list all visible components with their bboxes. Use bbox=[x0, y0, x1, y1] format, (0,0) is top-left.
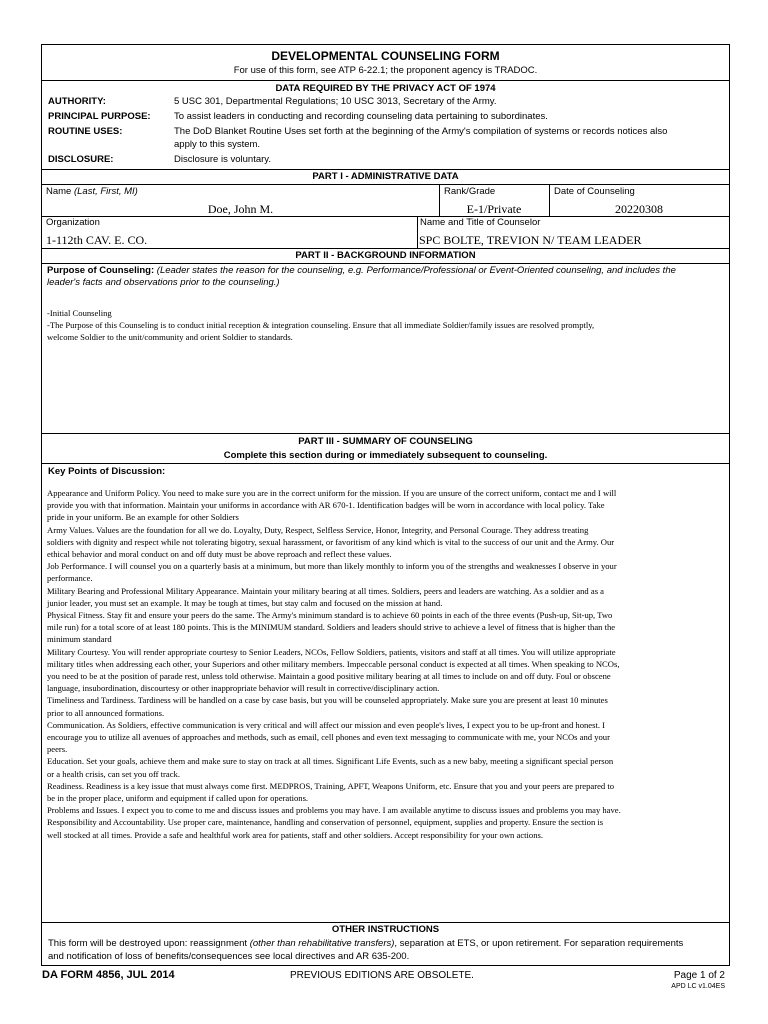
principal-purpose-value: To assist leaders in conducting and recording counseling data pertaining to subordinates. bbox=[174, 111, 548, 122]
purpose-text-area[interactable] bbox=[47, 307, 727, 344]
routine-uses-value-1: The DoD Blanket Routine Uses set forth at the beginning of the Army's compilation of systems or records notices also bbox=[174, 126, 668, 137]
rank-label: Rank/Grade bbox=[444, 186, 496, 197]
key-point-line: prior to all announced formations. bbox=[47, 707, 165, 718]
key-point-line: well stocked at all times. Provide a safe and healthful work area for patients, staff and other soldiers. Accept responsibility for your own actions. bbox=[47, 829, 543, 840]
privacy-act-title: DATA REQUIRED BY THE PRIVACY ACT OF 1974 bbox=[275, 83, 496, 94]
key-point-line: mile run) for a total score of at least 180 points. This is the MINIMUM standard. Soldiers and leaders should strive to achieve a level of fitness that is higher than the bbox=[47, 622, 616, 633]
rank-field[interactable]: E-1/Private bbox=[466, 202, 522, 216]
date-field[interactable]: 20220308 bbox=[615, 202, 663, 216]
key-point-line: ethical behavior and moral conduct on and off duty must be above reproach and reflect these values. bbox=[47, 549, 392, 560]
organization-field[interactable]: 1-112th CAV. E. CO. bbox=[46, 233, 148, 247]
key-point-line: Problems and Issues. I expect you to come to me and discuss issues and problems you may have. I am available anytime to discuss issues and problems you may have. bbox=[47, 805, 621, 816]
key-point-line: Education. Set your goals, achieve them and make sure to stay on track at all times. Significant Life Events, such as a new baby, meeting a significant special person bbox=[47, 756, 614, 767]
other-instructions-title: OTHER INSTRUCTIONS bbox=[331, 924, 440, 935]
disclosure-value: Disclosure is voluntary. bbox=[174, 154, 271, 165]
key-point-line: Appearance and Uniform Policy. You need to make sure you are in the correct uniform for the mission. If you are unsure of the correct uniform, contact me and I will bbox=[47, 488, 617, 498]
key-point-line: provide you with that information. Maintain your uniforms in accordance with AR 670-1. Identification badges will be worn in accordance with local policy. Take bbox=[47, 500, 605, 511]
key-point-line: Communication. As Soldiers, effective communication is very critical and will affect our mission and even people's lives, I expect you to be up-front and honest. I bbox=[47, 719, 606, 730]
key-point-line: soldiers with dignity and respect while not tolerating bigotry, sexual harassment, or favoritism of any kind which is vital to the success of our unit and the Army. Our bbox=[47, 536, 615, 547]
page-number: Page 1 of 2 bbox=[673, 970, 725, 981]
part3-subtitle: Complete this section during or immediately subsequent to counseling. bbox=[223, 450, 548, 461]
purpose-of-counseling-hint: leader's facts and observations prior to the counseling.) bbox=[47, 277, 280, 288]
key-point-line: you need to be at the position of parade rest, unless told otherwise. Maintain a good positive military bearing at all times to include on and off duty. Foul or obscene bbox=[47, 671, 611, 682]
key-point-line: Readiness. Readiness is a key issue that must always come first. MEDPROS, Training, APFT, Weapons Uniform, etc. Ensure that you and your peers are prepared to bbox=[47, 780, 615, 791]
key-point-line: Military Courtesy. You will render appropriate courtesy to Senior Leaders, NCOs, Fellow Soldiers, patients, visitors and staff at all times. You will utilize appropriate bbox=[47, 646, 616, 657]
key-points-text-area[interactable] bbox=[47, 487, 729, 841]
form-title: DEVELOPMENTAL COUNSELING FORM bbox=[271, 49, 500, 63]
principal-purpose-label: PRINCIPAL PURPOSE: bbox=[48, 111, 151, 122]
key-point-line: Job Performance. I will counsel you on a quarterly basis at a minimum, but more than likely monthly to inform you of the strengths and weaknesses I observe in your bbox=[47, 561, 617, 572]
name-field[interactable]: Doe, John M. bbox=[207, 202, 274, 216]
part3-title: PART III - SUMMARY OF COUNSELING bbox=[298, 436, 473, 447]
key-point-line: encourage you to utilize all avenues of approaches and methods, such as email, cell phones and even text messaging to communicate with me, your NCOs and your bbox=[47, 732, 610, 743]
purpose-line: -Initial Counseling bbox=[47, 308, 112, 318]
key-point-line: junior leader, you must set an example. It may be tough at times, but stay calm and focused on the mission at hand. bbox=[47, 597, 443, 608]
name-label: Name (Last, First, MI) bbox=[46, 186, 138, 197]
key-point-line: be in the proper place, uniform and equipment if called upon for operations. bbox=[47, 793, 309, 804]
key-point-line: Physical Fitness. Stay fit and ensure your peers do the same. The Army's minimum standard is to achieve 60 points in each of the three events (Push-up, Sit-up, Two bbox=[47, 610, 613, 621]
key-point-line: minimum standard bbox=[47, 634, 112, 645]
purpose-line: welcome Soldier to the unit/community and orient Soldier to standards. bbox=[47, 332, 293, 343]
key-points-label: Key Points of Discussion: bbox=[48, 466, 166, 477]
organization-label: Organization bbox=[46, 217, 100, 228]
purpose-of-counseling-label: Purpose of Counseling: (Leader states the reason for the counseling, e.g. Performance/Professional or Event-Oriented counseling, and includes the bbox=[47, 265, 676, 276]
form-subtitle: For use of this form, see ATP 6-22.1; the proponent agency is TRADOC. bbox=[233, 65, 538, 76]
routine-uses-value-2: apply to this system. bbox=[174, 139, 261, 150]
other-instructions-line2: and notification of loss of benefits/consequences see local directives and AR 635-200. bbox=[48, 951, 410, 962]
part2-title: PART II - BACKGROUND INFORMATION bbox=[295, 250, 476, 261]
key-point-line: pride in your uniform. Be an example for other Soldiers bbox=[47, 512, 239, 523]
date-label: Date of Counseling bbox=[554, 186, 635, 197]
key-point-line: Timeliness and Tardiness. Tardiness will be handled on a case by case basis, but you will be counseled appropriately. Make sure you are present at least 10 minutes bbox=[47, 695, 608, 706]
other-instructions-line1: This form will be destroyed upon: reassignment (other than rehabilitative transfers), separation at ETS, or upon retirement. For separation requirements bbox=[48, 938, 684, 949]
key-point-line: Military Bearing and Professional Military Appearance. Maintain your military bearing at all times. Soldiers, peers and leaders are watching. As a soldier and as a bbox=[47, 585, 604, 596]
key-point-line: performance. bbox=[47, 573, 93, 584]
disclosure-label: DISCLOSURE: bbox=[48, 154, 114, 165]
version-label: APD LC v1.04ES bbox=[671, 983, 725, 990]
editions-notice: PREVIOUS EDITIONS ARE OBSOLETE. bbox=[290, 970, 474, 981]
counselor-label: Name and Title of Counselor bbox=[420, 217, 541, 228]
counselor-field[interactable]: SPC BOLTE, TREVION N/ TEAM LEADER bbox=[419, 233, 642, 247]
key-point-line: Army Values. Values are the foundation for all we do. Loyalty, Duty, Respect, Selfless Service, Honor, Integrity, and Personal Courage. They address treating bbox=[47, 524, 589, 535]
routine-uses-label: ROUTINE USES: bbox=[48, 126, 123, 137]
key-point-line: language, insubordination, discourtesy or other inappropriate behavior will result in corrective/disciplinary action. bbox=[47, 683, 440, 694]
key-point-line: or a health crisis, can set you off track. bbox=[47, 768, 180, 779]
key-point-line: Responsibility and Accountability. Use proper care, maintenance, handling and conservation of personnel, equipment, supplies and property. Ensure the section is bbox=[47, 817, 604, 828]
part1-title: PART I - ADMINISTRATIVE DATA bbox=[312, 171, 459, 182]
purpose-line: -The Purpose of this Counseling is to conduct initial reception & integration counseling. Ensure that all immediate Soldier/family issues are resolved promptly, bbox=[47, 320, 595, 331]
key-point-line: military titles when addressing each other, your Superiors and other military members. Impeccable personal conduct is expected at all times. When speaking to NCOs, bbox=[47, 658, 620, 669]
form-number: DA FORM 4856, JUL 2014 bbox=[42, 969, 175, 981]
counseling-form bbox=[41, 44, 730, 966]
key-point-line: peers. bbox=[47, 744, 68, 755]
authority-label: AUTHORITY: bbox=[48, 96, 106, 107]
authority-value: 5 USC 301, Departmental Regulations; 10 USC 3013, Secretary of the Army. bbox=[174, 96, 497, 107]
